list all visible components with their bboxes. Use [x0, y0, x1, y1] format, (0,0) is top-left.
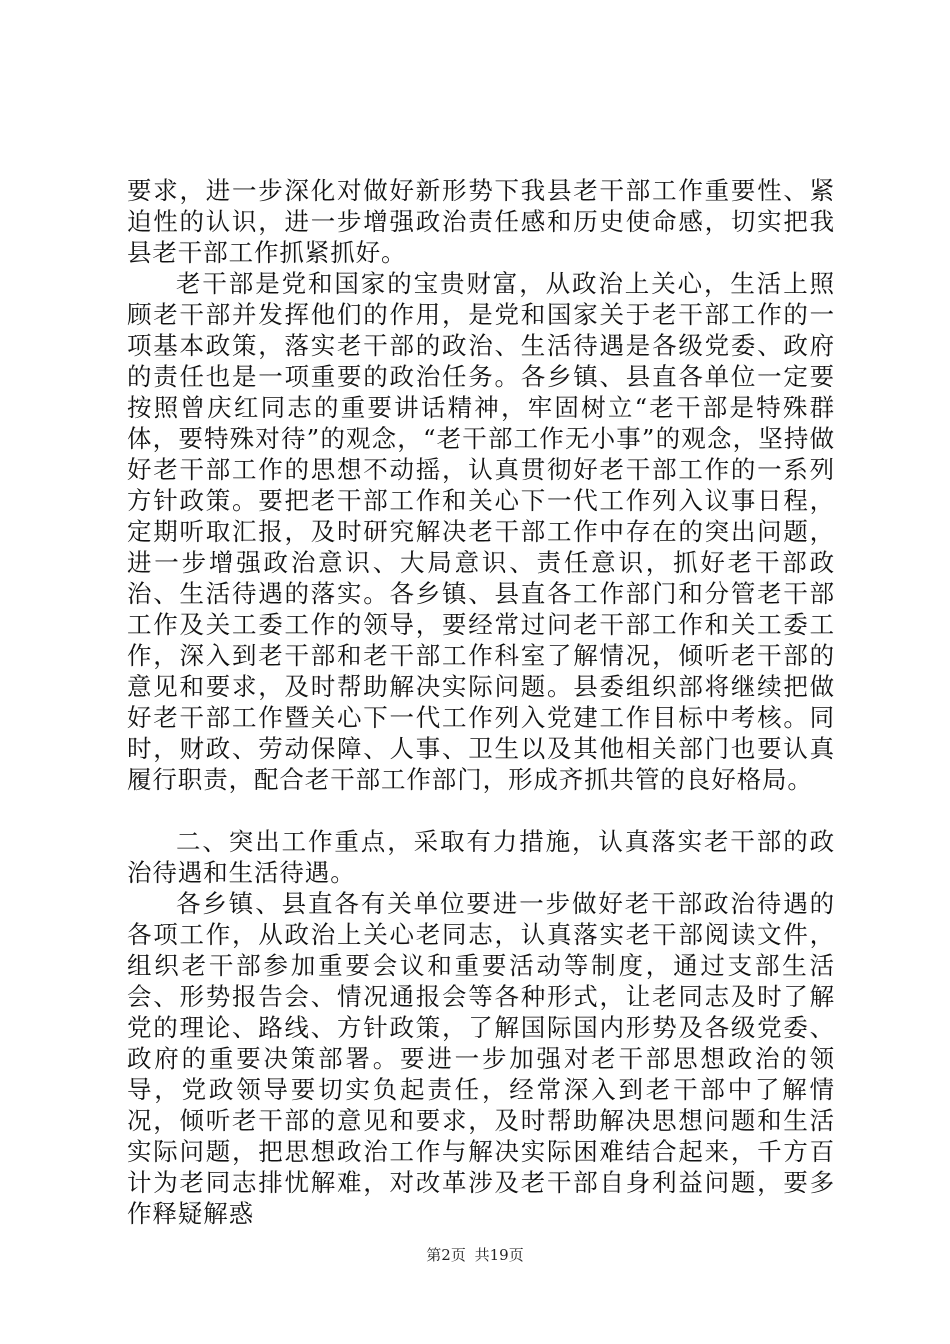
- page-total: 共19页: [474, 1246, 524, 1264]
- paragraph-continuation: 要求，进一步深化对做好新形势下我县老干部工作重要性、紧迫性的认识，进一步增强政治责任感和历史使命感，切实把我县老干部工作抓紧抓好。: [127, 176, 835, 267]
- paragraph-responsibility: 老干部是党和国家的宝贵财富，从政治上关心，生活上照顾老干部并发挥他们的作用，是党和国家关于老干部工作的一项基本政策，落实老干部的政治、生活待遇是各级党委、政府的责任也是一项重要的政治任务。各乡镇、县直各单位一定要按照曾庆红同志的重要讲话精神，牢固树立“老干部是特殊群体，要特殊对待”的观念，“老干部工作无小事”的观念，坚持做好老干部工作的思想不动摇，认真贯彻好老干部工作的一系列方针政策。要把老干部工作和关心下一代工作列入议事日程，定期听取汇报，及时研究解决老干部工作中存在的突出问题，进一步增强政治意识、大局意识、责任意识，抓好老干部政治、生活待遇的落实。各乡镇、县直各工作部门和分管老干部工作及关工委工作的领导，要经常过问老干部工作和关工委工作，深入到老干部和老干部工作科室了解情况，倾听老干部的意见和要求，及时帮助解决实际问题。县委组织部将继续把做好老干部工作暨关心下一代工作列入党建工作目标中考核。同时，财政、劳动保障、人事、卫生以及其他相关部门也要认真履行职责，配合老干部工作部门，形成齐抓共管的良好格局。: [127, 269, 835, 794]
- document-body: [127, 175, 835, 1229]
- paragraph-gap: [127, 795, 835, 826]
- paragraph-political-treatment: 各乡镇、县直各有关单位要进一步做好老干部政治待遇的各项工作，从政治上关心老同志，认真落实老干部阅读文件，组织老干部参加重要会议和重要活动等制度，通过支部生活会、形势报告会、情况通报会等各种形式，让老同志及时了解党的理论、路线、方针政策，了解国际国内形势及各级党委、政府的重要决策部署。要进一步加强对老干部思想政治的领导，党政领导要切实负起责任，经常深入到老干部中了解情况，倾听老干部的意见和要求，及时帮助解决思想问题和生活实际问题，把思想政治工作与解决实际困难结合起来，千方百计为老同志排忧解难，对改革涉及老干部自身利益问题，要多作释疑解惑: [127, 889, 835, 1228]
- page-footer: [0, 1244, 950, 1265]
- section-heading: 二、突出工作重点，采取有力措施，认真落实老干部的政治待遇和生活待遇。: [127, 827, 835, 887]
- page-number: 第2页: [426, 1246, 466, 1264]
